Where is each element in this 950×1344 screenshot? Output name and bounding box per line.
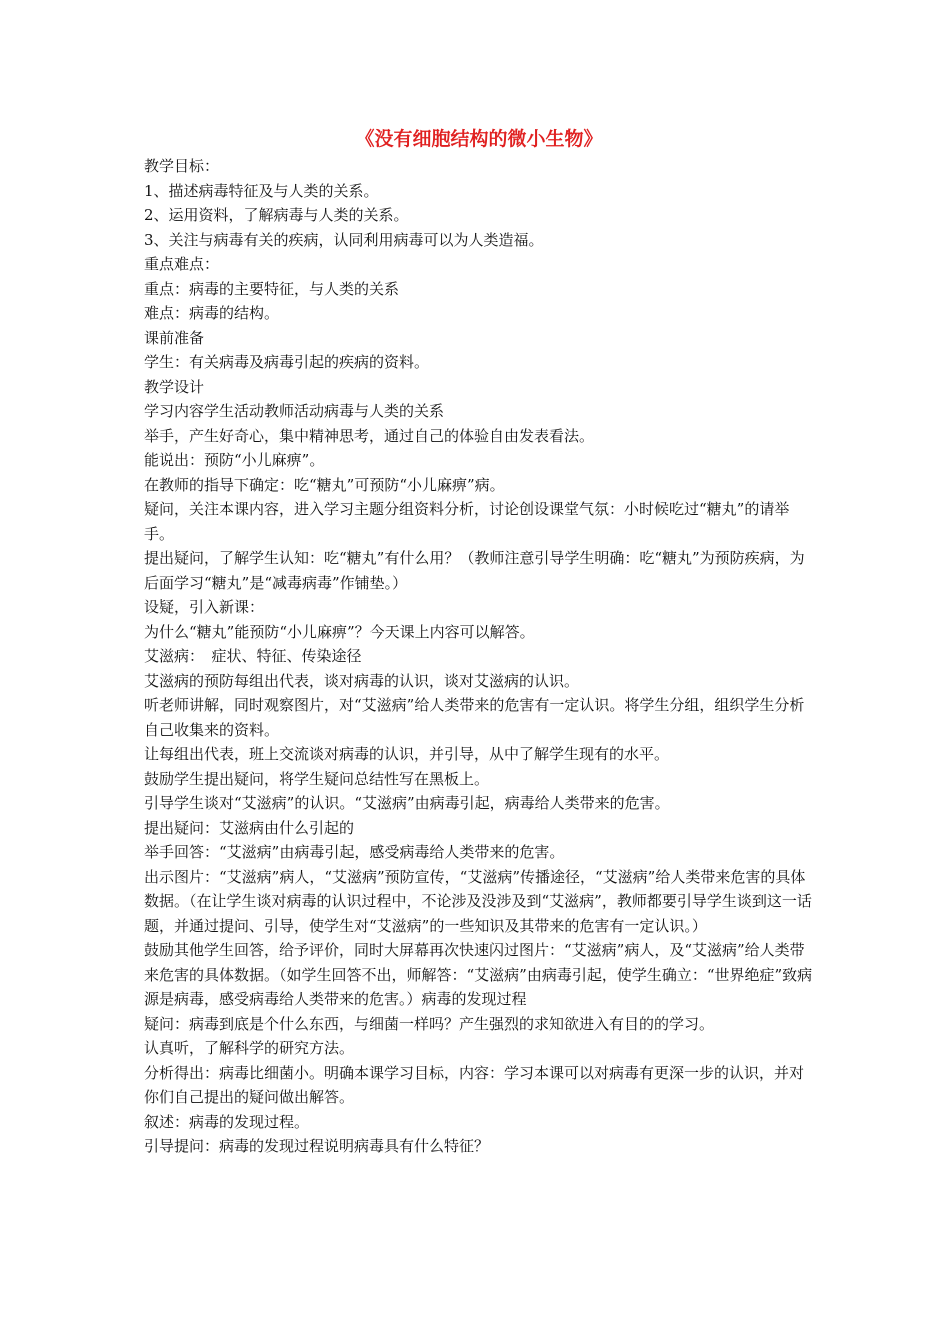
paragraph: 引导提问：病毒的发现过程说明病毒具有什么特征？ — [144, 1137, 490, 1155]
paragraph: 教学目标： — [144, 157, 220, 175]
paragraph: 重点：病毒的主要特征，与人类的关系 — [144, 279, 400, 298]
paragraph: 教学设计 — [144, 377, 205, 396]
paragraph: 2、运用资料，了解病毒与人类的关系。 — [144, 206, 409, 224]
paragraph: 叙述：病毒的发现过程。 — [144, 1112, 310, 1131]
paragraph: 让每组出代表，班上交流谈对病毒的认识，并引导，从中了解学生现有的水平。 — [144, 745, 670, 763]
paragraph: 难点：病毒的结构。 — [144, 304, 280, 322]
paragraph: 重点难点： — [144, 255, 220, 273]
paragraph: 艾滋病： 症状、特征、传染途径 — [144, 647, 362, 665]
paragraph: 听老师讲解，同时观察图片，对“艾滋病”给人类带来的危害有一定认识。将学生分组，组织学生分析自己收集来的资料。 — [144, 696, 805, 739]
paragraph: 分析得出：病毒比细菌小。明确本课学习目标，内容：学习本课可以对病毒有更深一步的认识，并对你们自己提出的疑问做出解答。 — [144, 1063, 805, 1106]
paragraph: 出示图片：“艾滋病”病人，“艾滋病”预防宣传，“艾滋病”传播途径，“艾滋病”给人类带来危害的具体数据。（在让学生谈对病毒的认识过程中，不论涉及没涉及到“艾滋病”，教师都要引导学生谈到这一话题，并通过提问、引导，使学生对“艾滋病”的一些知识及其带来的危害有一定认识。） — [144, 867, 812, 935]
paragraph: 1、描述病毒特征及与人类的关系。 — [144, 181, 379, 200]
paragraph: 举手回答：“艾滋病”由病毒引起，感受病毒给人类带来的危害。 — [144, 843, 565, 861]
paragraph: 设疑，引入新课： — [144, 598, 265, 616]
paragraph: 为什么“糖丸”能预防“小儿麻痹”？今天课上内容可以解答。 — [144, 622, 535, 641]
paragraph: 在教师的指导下确定：吃“糖丸”可预防“小儿麻痹”病。 — [144, 475, 505, 494]
paragraph: 认真听，了解科学的研究方法。 — [144, 1039, 355, 1057]
paragraph: 学生：有关病毒及病毒引起的疾病的资料。 — [144, 353, 430, 371]
paragraph: 疑问，关注本课内容，进入学习主题分组资料分析，讨论创设课堂气氛：小时候吃过“糖丸”的请举手。 — [144, 500, 790, 543]
paragraph: 提出疑问，了解学生认知：吃“糖丸”有什么用？（教师注意引导学生明确：吃“糖丸”为预防疾病，为后面学习“糖丸”是“减毒病毒”作铺垫。） — [144, 549, 805, 592]
paragraph: 疑问：病毒到底是个什么东西，与细菌一样吗？产生强烈的求知欲进入有目的的学习。 — [144, 1014, 715, 1033]
paragraph: 引导学生谈对“艾滋病”的认识。“艾滋病”由病毒引起，病毒给人类带来的危害。 — [144, 794, 670, 812]
paragraph: 提出疑问：艾滋病由什么引起的 — [144, 818, 355, 837]
paragraph: 3、关注与病毒有关的疾病，认同利用病毒可以为人类造福。 — [144, 230, 544, 249]
paragraph: 课前准备 — [144, 328, 205, 347]
paragraph: 鼓励学生提出疑问，将学生疑问总结性写在黑板上。 — [144, 769, 490, 788]
paragraph: 学习内容学生活动教师活动病毒与人类的关系 — [144, 402, 445, 420]
paragraph: 举手，产生好奇心，集中精神思考，通过自己的体验自由发表看法。 — [144, 426, 595, 445]
document-body — [144, 154, 814, 1159]
paragraph: 艾滋病的预防每组出代表，谈对病毒的认识，谈对艾滋病的认识。 — [144, 671, 580, 690]
paragraph: 鼓励其他学生回答，给予评价，同时大屏幕再次快速闪过图片：“艾滋病”病人，及“艾滋病”给人类带来危害的具体数据。（如学生回答不出，师解答：“艾滋病”由病毒引起，使学生确立：“世界绝症”致病源是病毒，感受病毒给人类带来的危害。）病毒的发现过程 — [144, 941, 813, 1008]
document-title: 《没有细胞结构的微小生物》 — [355, 128, 603, 150]
document-page — [144, 126, 814, 1159]
paragraph: 能说出：预防“小儿麻痹”。 — [144, 451, 325, 469]
